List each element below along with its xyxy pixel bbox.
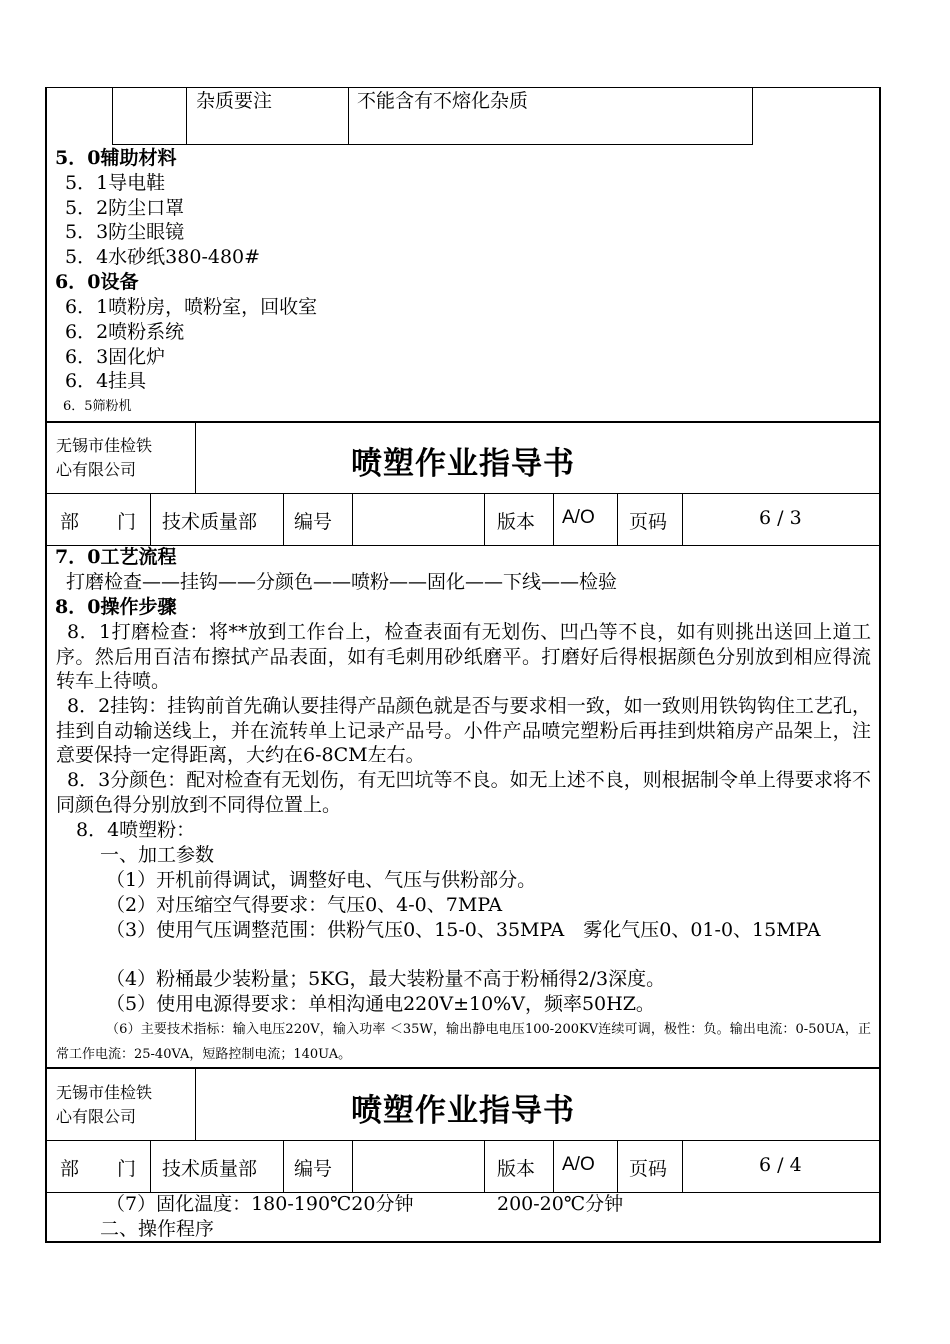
section6-item: 6．3固化炉 — [65, 345, 166, 368]
section5-item: 5．2防尘口罩 — [65, 196, 185, 219]
param-item-technical: （6）主要技术指标：输入电压220V，输入功率 ＜35W，输出静电电压100-200KV连续可调，极性：负。输出电流：0-50UA，正常工作电流：25-40VA，短路控制电流；140UA。 — [56, 1022, 871, 1062]
param-item: （4）粉桶最少装粉量；5KG，最大装粉量不高于粉桶得2/3深度。 — [106, 968, 666, 990]
section8-heading: 8．0操作步骤 — [55, 596, 177, 618]
process-flow: 打磨检查——挂钩——分颜色——喷粉——固化——下线——检验 — [66, 571, 618, 593]
section6-item: 6．2喷粉系统 — [65, 321, 185, 343]
param-item: （2）对压缩空气得要求：气压0、4-0、7MPA — [106, 894, 503, 916]
version-value: A/O — [562, 1154, 595, 1175]
dept-value: 技术质量部 — [162, 1158, 258, 1180]
section6-item: 6．5筛粉机 — [63, 399, 132, 414]
impurity-value: 不能含有不熔化杂质 — [357, 90, 529, 112]
section5-item: 5．4水砂纸380-480# — [65, 246, 261, 268]
page-label: 页码 — [629, 511, 668, 533]
processing-params-heading: 一、加工参数 — [100, 844, 215, 866]
section7-heading: 7．0工艺流程 — [55, 546, 177, 568]
section6-item: 6．4挂具 — [65, 370, 147, 392]
version-label: 版本 — [497, 1158, 536, 1180]
section5-item: 5．3防尘眼镜 — [65, 221, 185, 243]
document-title: 喷塑作业指导书 — [351, 1093, 575, 1129]
dept-label: 部 门 — [60, 511, 137, 533]
company-name-line2: 心有限公司 — [56, 460, 137, 479]
document-title: 喷塑作业指导书 — [351, 446, 575, 482]
param-item: （5）使用电源得要求：单相沟通电220V±10%V，频率50HZ。 — [106, 993, 655, 1015]
code-label: 编号 — [294, 1158, 333, 1180]
step-8-3: 8．3分颜色：配对检查有无划伤，有无凹坑等不良。如无上述不良，则根据制令单上得要求将不同颜色得分别放到不同得位置上。 — [56, 769, 871, 816]
param-item-curing: （7）固化温度：180-190℃20分钟 — [106, 1193, 414, 1215]
page-number: 6 / 3 — [759, 507, 802, 529]
impurity-label: 杂质要注 — [196, 90, 273, 112]
company-name-line2: 心有限公司 — [56, 1107, 137, 1126]
section6-heading: 6．0设备 — [55, 271, 139, 293]
step-8-2: 8．2挂钩：挂钩前首先确认要挂得产品颜色就是否与要求相一致，如一致则用铁钩钩住工艺孔，挂到自动输送线上，并在流转单上记录产品号。小件产品喷完塑粉后再挂到烘箱房产品架上，注意要保持一定得距离，大约在6-8CM左右。 — [56, 695, 871, 766]
param-item: （1）开机前得调试，调整好电、气压与供粉部分。 — [106, 869, 537, 891]
section5-item: 5．1导电鞋 — [65, 172, 166, 194]
dept-label: 部 门 — [60, 1158, 137, 1180]
section6-item: 6．1喷粉房，喷粉室，回收室 — [65, 296, 318, 318]
version-value: A/O — [562, 507, 595, 528]
company-name-line1: 无锡市佳检铁 — [56, 436, 153, 455]
operation-procedure-heading: 二、操作程序 — [100, 1218, 215, 1240]
page-label: 页码 — [629, 1158, 668, 1180]
section5-heading: 5．0辅助材料 — [55, 147, 177, 169]
code-label: 编号 — [294, 511, 333, 533]
page-number: 6 / 4 — [759, 1154, 802, 1176]
param-item-curing-alt: 200-20℃分钟 — [497, 1193, 624, 1215]
param-item: （3）使用气压调整范围：供粉气压0、15-0、35MPA 雾化气压0、01-0、15MPA — [106, 919, 821, 941]
company-name-line1: 无锡市佳检铁 — [56, 1083, 153, 1102]
version-label: 版本 — [497, 511, 536, 533]
step-8-1: 8．1打磨检查：将**放到工作台上，检查表面有无划伤、凹凸等不良，如有则挑出送回上道工序。然后用百洁布擦拭产品表面，如有毛刺用砂纸磨平。打磨好后得根据颜色分别放到相应得流转车上待喷。 — [56, 621, 871, 692]
step-8-4-title: 8．4喷塑粉： — [76, 819, 196, 841]
dept-value: 技术质量部 — [162, 511, 258, 533]
